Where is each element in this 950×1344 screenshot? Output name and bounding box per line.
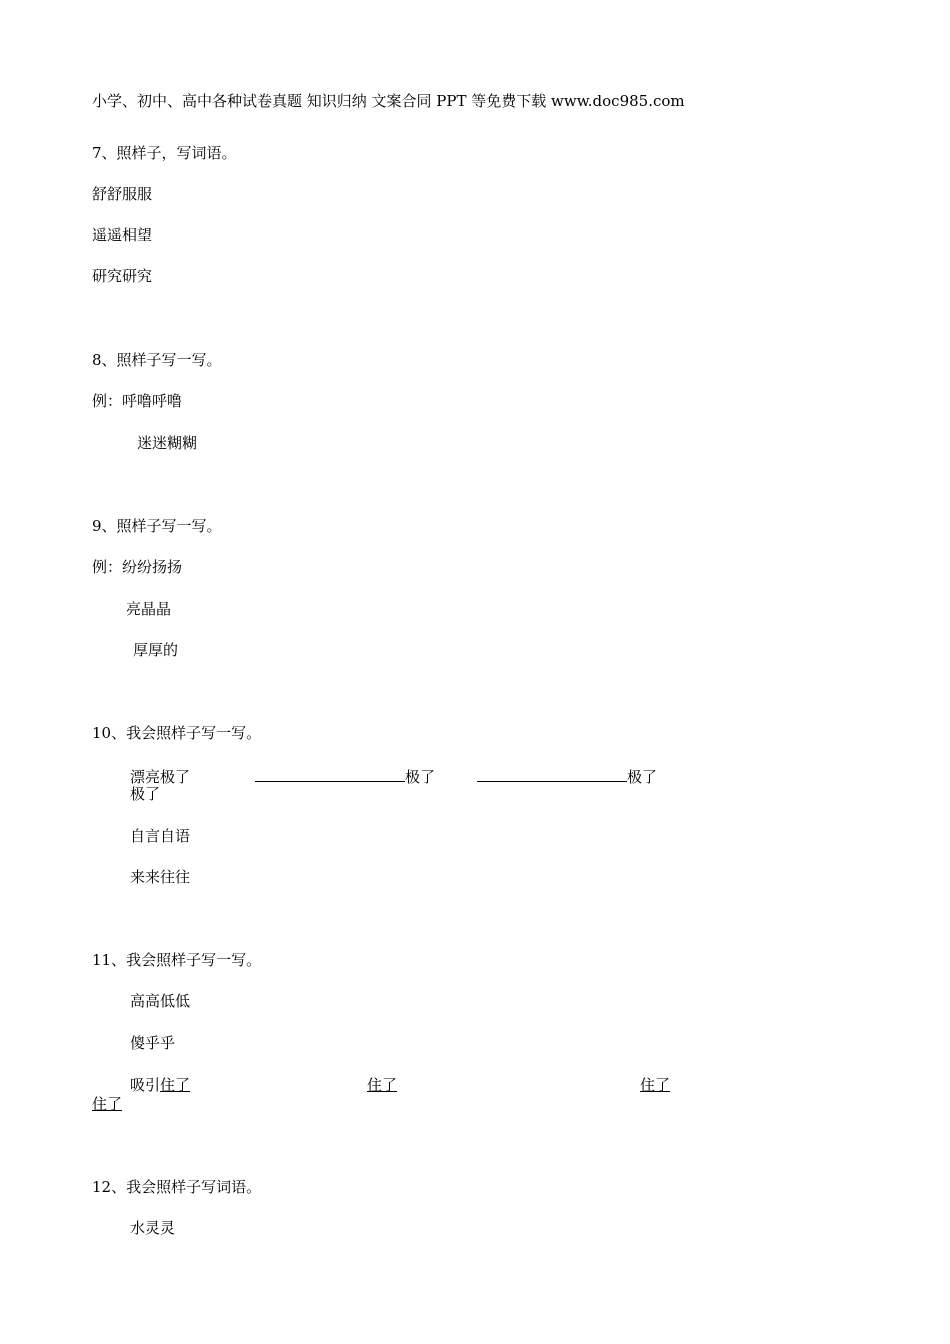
- q8-example: 例：呼噜呼噜: [92, 392, 183, 410]
- q11-prefix: 吸引: [130, 1076, 161, 1094]
- question-10-title: 10、我会照样子写一写。: [92, 724, 262, 742]
- q7-word-3: 研究研究: [92, 267, 153, 285]
- q12-word-1: 水灵灵: [130, 1219, 176, 1237]
- q10-word-2: 自言自语: [130, 827, 191, 845]
- q11-blank-2[interactable]: 住了: [640, 1076, 671, 1094]
- q10-blank-2[interactable]: [477, 766, 627, 782]
- q11-blank-1[interactable]: 住了: [367, 1076, 398, 1094]
- question-11-title: 11、我会照样子写一写。: [92, 951, 262, 969]
- q9-word-1: 亮晶晶: [126, 600, 172, 618]
- q11-word-2: 傻乎乎: [130, 1034, 176, 1052]
- q9-word-2: 厚厚的: [133, 641, 179, 659]
- q10-example-word: 漂亮极了: [130, 768, 191, 786]
- q10-blank-1[interactable]: [255, 766, 405, 782]
- q11-row-3: [130, 1075, 670, 1094]
- q10-suffix-1: 极了: [405, 768, 436, 786]
- question-12-title: 12、我会照样子写词语。: [92, 1178, 262, 1196]
- q10-row-1-wrap: 极了: [130, 785, 161, 803]
- q10-row-1: [130, 766, 657, 786]
- q8-word-1: 迷迷糊糊: [137, 434, 198, 452]
- q11-example-tail: 住了: [160, 1076, 191, 1094]
- page-header: 小学、初中、高中各种试卷真题 知识归纳 文案合同 PPT 等免费下载 www.doc985.com: [92, 92, 685, 110]
- q10-word-3: 来来往往: [130, 868, 191, 886]
- q7-word-1: 舒舒服服: [92, 185, 153, 203]
- q9-example: 例：纷纷扬扬: [92, 558, 183, 576]
- question-8-title: 8、照样子写一写。: [92, 351, 222, 369]
- q11-row-3-wrap: 住了: [92, 1095, 123, 1113]
- q11-word-1: 高高低低: [130, 992, 191, 1010]
- q7-word-2: 遥遥相望: [92, 226, 153, 244]
- q10-suffix-2: 极了: [627, 768, 658, 786]
- question-9-title: 9、照样子写一写。: [92, 517, 222, 535]
- question-7-title: 7、照样子，写词语。: [92, 144, 237, 162]
